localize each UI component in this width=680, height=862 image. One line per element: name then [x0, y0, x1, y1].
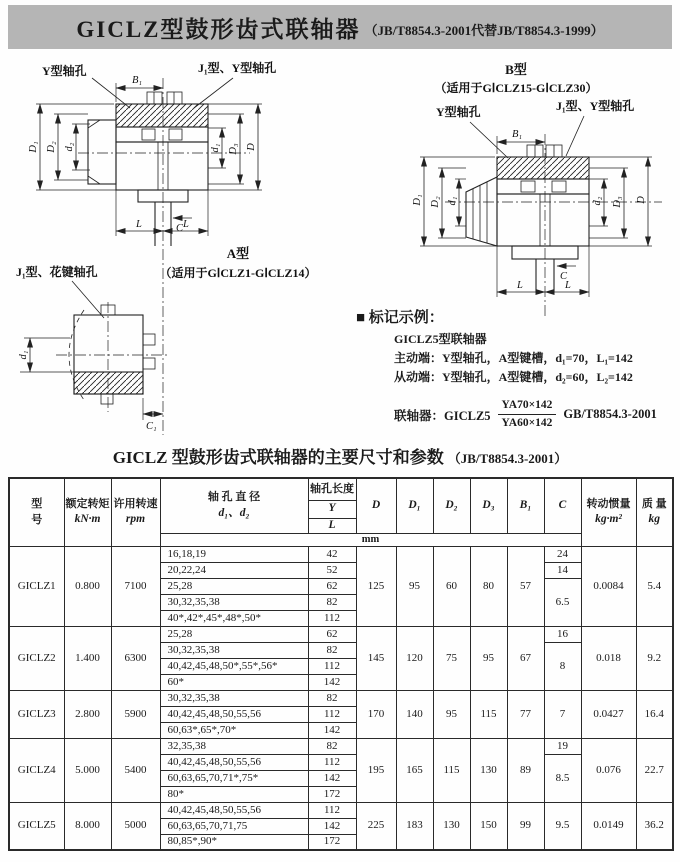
header-model: 型 号: [9, 478, 64, 546]
c-dimension-cell: 9.5: [544, 802, 581, 850]
marking-line-driven-end: 从动端：Y型轴孔，A型键槽，d₂=60，L₂=142: [394, 370, 633, 384]
diagram-b-caption: B型: [505, 62, 527, 77]
header-dim-D3: D₃: [470, 478, 507, 533]
dim-label-l-right: L: [565, 280, 571, 291]
spec-table-header: [9, 478, 673, 546]
inertia-cell: 0.076: [581, 738, 636, 802]
technical-drawings: [0, 50, 680, 448]
bore-diameter-cell: 40*,42*,45*,48*,50*: [160, 610, 308, 626]
marking-example-title: ■ 标记示例：: [356, 310, 444, 326]
dimension-cell: 95: [396, 546, 433, 626]
table-row: [9, 626, 673, 642]
dimension-cell: 77: [507, 690, 544, 738]
marking-fraction-top: YA70×142: [498, 398, 557, 415]
bore-length-cell: 82: [308, 594, 356, 610]
page-title-standard: （JB/T8854.3-2001代替JB/T8854.3-1999）: [364, 22, 604, 38]
c-dimension-cell: 6.5: [544, 578, 581, 626]
diagram-b-type: [412, 62, 662, 318]
speed-cell: 7100: [111, 546, 160, 626]
bore-length-cell: 82: [308, 642, 356, 658]
dimension-cell: 80: [470, 546, 507, 626]
bore-length-cell: 82: [308, 690, 356, 706]
inertia-cell: 0.0084: [581, 546, 636, 626]
bore-length-cell: 82: [308, 738, 356, 754]
dim-label-d: D: [636, 196, 647, 204]
table-row: [9, 802, 673, 818]
marking-line-drive-end: 主动端：Y型轴孔，A型键槽，d₁=70，L₁=142: [394, 351, 633, 365]
dimension-cell: 130: [470, 738, 507, 802]
model-cell: GICLZ5: [9, 802, 64, 850]
bore-length-cell: 52: [308, 562, 356, 578]
bore-length-cell: 112: [308, 802, 356, 818]
speed-cell: 5400: [111, 738, 160, 802]
bore-diameter-cell: 25,28: [160, 578, 308, 594]
c-dimension-cell: 8: [544, 642, 581, 690]
mass-cell: 5.4: [636, 546, 673, 626]
dim-label-l-right: L: [183, 219, 189, 230]
bore-diameter-cell: 40,42,45,48,50,55,56: [160, 754, 308, 770]
mass-cell: 16.4: [636, 690, 673, 738]
c-dimension-cell: 19: [544, 738, 581, 754]
header-rated-torque: 额定转矩 kN·m: [64, 478, 111, 546]
label-j1-bore: J₁型、Y型轴孔: [556, 99, 635, 113]
dimension-cell: 95: [433, 690, 470, 738]
bore-diameter-cell: 30,32,35,38: [160, 642, 308, 658]
bore-diameter-cell: 60*: [160, 674, 308, 690]
bore-length-cell: 62: [308, 626, 356, 642]
bore-diameter-cell: 16,18,19: [160, 546, 308, 562]
dim-label-spline-d1: d₁: [18, 350, 29, 360]
bore-length-cell: 62: [308, 578, 356, 594]
c-dimension-cell: 7: [544, 690, 581, 738]
header-inertia: 转动惯量 kg·m²: [581, 478, 636, 546]
dim-label-l-left: L: [136, 219, 142, 230]
bore-diameter-cell: 30,32,35,38: [160, 594, 308, 610]
label-j1-bore: J₁型、Y型轴孔: [198, 61, 277, 75]
dimension-cell: 120: [396, 626, 433, 690]
mass-cell: 36.2: [636, 802, 673, 850]
dimension-cell: 89: [507, 738, 544, 802]
dimension-cell: 125: [356, 546, 396, 626]
dimension-cell: 165: [396, 738, 433, 802]
dim-label-d1-big: D₁: [412, 194, 423, 206]
bore-length-cell: 142: [308, 818, 356, 834]
table-title-note: （JB/T8854.3-2001）: [447, 451, 568, 466]
header-unit-mm: mm: [160, 533, 581, 546]
dim-label-b1: B₁: [132, 75, 143, 86]
model-cell: GICLZ1: [9, 546, 64, 626]
dimension-cell: 140: [396, 690, 433, 738]
spec-table: [8, 477, 674, 851]
dim-label-d1-small: d₁: [210, 143, 221, 153]
bore-length-cell: 112: [308, 706, 356, 722]
dim-label-d2-small: d₂: [64, 142, 75, 152]
dim-label-d2-big: D₂: [430, 196, 441, 208]
diagram-a-caption-note: （适用于GⅠCLZ1-GⅠCLZ14）: [159, 266, 317, 280]
marking-line-model: GICLZ5型联轴器: [394, 332, 487, 346]
bore-diameter-cell: 80,85*,90*: [160, 834, 308, 850]
torque-cell: 1.400: [64, 626, 111, 690]
dim-label-c1: C₁: [146, 421, 157, 432]
diagram-b-caption-note: （适用于GⅠCLZ15-GⅠCLZ30）: [434, 81, 598, 95]
table-row: [9, 546, 673, 562]
header-bore-length: 轴孔长度: [308, 478, 356, 500]
dimension-cell: 95: [470, 626, 507, 690]
torque-cell: 8.000: [64, 802, 111, 850]
bore-diameter-cell: 32,35,38: [160, 738, 308, 754]
header-dim-D2: D₂: [433, 478, 470, 533]
header-mass: 质 量 kg: [636, 478, 673, 546]
dimension-cell: 183: [396, 802, 433, 850]
diagram-a-type: [28, 60, 317, 435]
table-body: [9, 546, 673, 850]
c-dimension-cell: 24: [544, 546, 581, 562]
marking-fraction: [498, 398, 557, 431]
bore-diameter-cell: 60,63,65,70,71*,75*: [160, 770, 308, 786]
dimension-cell: 115: [433, 738, 470, 802]
bore-length-cell: 172: [308, 834, 356, 850]
bore-length-cell: 112: [308, 754, 356, 770]
header-length-Y: Y: [308, 500, 356, 518]
table-title: [0, 443, 680, 468]
bore-diameter-cell: 40,42,45,48,50*,55*,56*: [160, 658, 308, 674]
label-y-bore: Y型轴孔: [42, 64, 87, 78]
table-row: [9, 690, 673, 706]
bore-diameter-cell: 40,42,45,48,50,55,56: [160, 706, 308, 722]
table-title-main: GICLZ 型鼓形齿式联轴器的主要尺寸和参数: [112, 448, 444, 467]
dim-label-d3: D₃: [228, 143, 239, 155]
model-cell: GICLZ4: [9, 738, 64, 802]
page-title-bar: [8, 5, 672, 49]
diagram-spline-bore: [16, 264, 170, 432]
speed-cell: 6300: [111, 626, 160, 690]
inertia-cell: 0.0427: [581, 690, 636, 738]
bore-length-cell: 172: [308, 786, 356, 802]
dimension-cell: 115: [470, 690, 507, 738]
header-dim-D1: D₁: [396, 478, 433, 533]
torque-cell: 0.800: [64, 546, 111, 626]
header-dim-D: D: [356, 478, 396, 533]
dimension-cell: 67: [507, 626, 544, 690]
dimension-cell: 57: [507, 546, 544, 626]
bore-length-cell: 142: [308, 770, 356, 786]
dim-label-d: D: [246, 143, 257, 151]
marking-fraction-bottom: YA60×142: [501, 417, 553, 429]
bore-length-cell: 112: [308, 658, 356, 674]
dim-label-c: C: [560, 271, 568, 282]
bore-length-cell: 142: [308, 674, 356, 690]
label-spline-bore: J₁型、花键轴孔: [16, 265, 98, 279]
table-row: [9, 738, 673, 754]
bore-diameter-cell: 60,63,65,70,71,75: [160, 818, 308, 834]
bore-length-cell: 142: [308, 722, 356, 738]
dimension-cell: 130: [433, 802, 470, 850]
marking-designation: [394, 398, 657, 431]
dim-label-d2-big: D₂: [46, 141, 57, 153]
dimension-cell: 60: [433, 546, 470, 626]
marking-example-lines: [394, 330, 633, 387]
marking-designation-label: 联轴器：GICLZ5: [394, 408, 491, 423]
speed-cell: 5000: [111, 802, 160, 850]
label-y-bore: Y型轴孔: [436, 105, 481, 119]
bore-diameter-cell: 25,28: [160, 626, 308, 642]
dim-label-d1-big: D₁: [28, 141, 39, 153]
dimension-cell: 170: [356, 690, 396, 738]
model-cell: GICLZ3: [9, 690, 64, 738]
dim-label-c: C: [176, 223, 184, 234]
header-bore-diameter: 轴 孔 直 径 d₁、d₂: [160, 478, 308, 533]
model-cell: GICLZ2: [9, 626, 64, 690]
bore-diameter-cell: 40,42,45,48,50,55,56: [160, 802, 308, 818]
inertia-cell: 0.0149: [581, 802, 636, 850]
torque-cell: 5.000: [64, 738, 111, 802]
dimension-cell: 145: [356, 626, 396, 690]
marking-standard: GB/T8854.3-2001: [563, 407, 657, 421]
dimension-cell: 150: [470, 802, 507, 850]
diagram-a-caption: A型: [226, 246, 250, 261]
page-title: GICLZ型鼓形齿式联轴器: [76, 16, 361, 42]
dimension-cell: 99: [507, 802, 544, 850]
bore-diameter-cell: 80*: [160, 786, 308, 802]
dim-label-d2-small: d₂: [592, 196, 603, 206]
inertia-cell: 0.018: [581, 626, 636, 690]
c-dimension-cell: 8.5: [544, 754, 581, 802]
dim-label-d3: D₃: [612, 196, 623, 208]
header-dim-C: C: [544, 478, 581, 533]
header-length-L: L: [308, 518, 356, 533]
dim-label-b1: B₁: [512, 129, 523, 140]
c-dimension-cell: 14: [544, 562, 581, 578]
dim-label-d1-small: d₁: [447, 196, 458, 206]
header-permissible-speed: 许用转速 rpm: [111, 478, 160, 546]
dimension-cell: 195: [356, 738, 396, 802]
dimension-cell: 75: [433, 626, 470, 690]
mass-cell: 22.7: [636, 738, 673, 802]
bore-diameter-cell: 20,22,24: [160, 562, 308, 578]
dim-label-l-left: L: [517, 280, 523, 291]
c-dimension-cell: 16: [544, 626, 581, 642]
mass-cell: 9.2: [636, 626, 673, 690]
header-dim-B1: B₁: [507, 478, 544, 533]
speed-cell: 5900: [111, 690, 160, 738]
bore-diameter-cell: 60,63*,65*,70*: [160, 722, 308, 738]
torque-cell: 2.800: [64, 690, 111, 738]
bore-length-cell: 42: [308, 546, 356, 562]
dimension-cell: 225: [356, 802, 396, 850]
bore-diameter-cell: 30,32,35,38: [160, 690, 308, 706]
bore-length-cell: 112: [308, 610, 356, 626]
